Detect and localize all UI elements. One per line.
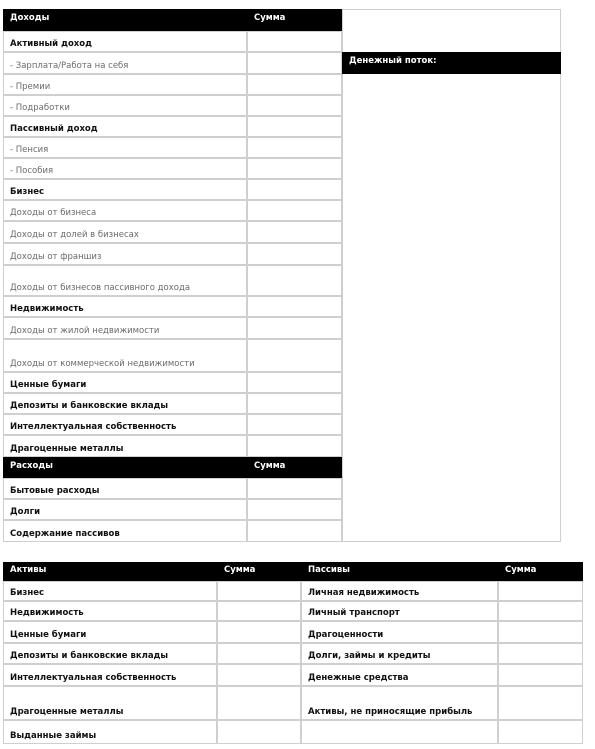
assets-row-sum-cell[interactable] bbox=[217, 621, 301, 643]
assets-header: Активы bbox=[3, 562, 217, 581]
income-row-sum-cell[interactable] bbox=[247, 200, 342, 221]
income-row-label: - Премии bbox=[3, 74, 247, 95]
income-row-sum-cell[interactable] bbox=[247, 435, 342, 457]
income-row-label: - Зарплата/Работа на себя bbox=[3, 52, 247, 74]
income-row-label: Интеллектуальная собственность bbox=[3, 414, 247, 435]
expenses-row-sum-cell[interactable] bbox=[247, 520, 342, 542]
income-row-sum-cell[interactable] bbox=[247, 74, 342, 95]
income-row-sum-cell[interactable] bbox=[247, 317, 342, 339]
liabilities-sum-header: Сумма bbox=[498, 562, 583, 581]
income-row-label: Пассивный доход bbox=[3, 116, 247, 137]
income-header: Доходы bbox=[3, 9, 247, 31]
assets-row-sum-cell[interactable] bbox=[217, 601, 301, 621]
expenses-row-label: Содержание пассивов bbox=[3, 520, 247, 542]
liabilities-empty-sum-cell[interactable] bbox=[498, 720, 583, 744]
income-row-sum-cell[interactable] bbox=[247, 52, 342, 74]
assets-row-sum-cell[interactable] bbox=[217, 664, 301, 686]
income-row-label: Доходы от жилой недвижимости bbox=[3, 317, 247, 339]
assets-row-label: Выданные займы bbox=[3, 720, 217, 744]
assets-row-label: Недвижимость bbox=[3, 601, 217, 621]
assets-row-sum-cell[interactable] bbox=[217, 643, 301, 664]
income-row-sum-cell[interactable] bbox=[247, 393, 342, 414]
expenses-row-sum-cell[interactable] bbox=[247, 499, 342, 520]
liabilities-row-label: Денежные средства bbox=[301, 664, 498, 686]
expenses-sum-header: Сумма bbox=[247, 457, 342, 478]
income-row-sum-cell[interactable] bbox=[247, 265, 342, 296]
assets-row-label: Бизнес bbox=[3, 581, 217, 601]
liabilities-row-sum-cell[interactable] bbox=[498, 581, 583, 601]
liabilities-row-sum-cell[interactable] bbox=[498, 643, 583, 664]
liabilities-row-label: Драгоценности bbox=[301, 621, 498, 643]
liabilities-row-label: Личный транспорт bbox=[301, 601, 498, 621]
income-row-sum-cell[interactable] bbox=[247, 179, 342, 200]
income-row-sum-cell[interactable] bbox=[247, 158, 342, 179]
assets-sum-header: Сумма bbox=[217, 562, 301, 581]
income-row-sum-cell[interactable] bbox=[247, 116, 342, 137]
liabilities-row-sum-cell[interactable] bbox=[498, 601, 583, 621]
income-row-sum-cell[interactable] bbox=[247, 414, 342, 435]
assets-row-label: Интеллектуальная собственность bbox=[3, 664, 217, 686]
income-row-label: Доходы от бизнеса bbox=[3, 200, 247, 221]
income-row-sum-cell[interactable] bbox=[247, 296, 342, 317]
income-row-sum-cell[interactable] bbox=[247, 95, 342, 116]
income-row-label: Активный доход bbox=[3, 31, 247, 52]
income-row-sum-cell[interactable] bbox=[247, 372, 342, 393]
income-row-label: Ценные бумаги bbox=[3, 372, 247, 393]
expenses-row-sum-cell[interactable] bbox=[247, 478, 342, 499]
liabilities-row-sum-cell[interactable] bbox=[498, 664, 583, 686]
liabilities-empty-label-cell bbox=[301, 720, 498, 744]
liabilities-row-label: Долги, займы и кредиты bbox=[301, 643, 498, 664]
liabilities-header: Пассивы bbox=[301, 562, 498, 581]
liabilities-row-sum-cell[interactable] bbox=[498, 621, 583, 643]
income-row-label: - Пособия bbox=[3, 158, 247, 179]
liabilities-row-sum-cell[interactable] bbox=[498, 686, 583, 720]
income-row-label: Доходы от франшиз bbox=[3, 243, 247, 265]
cash-flow-header: Денежный поток: bbox=[342, 52, 561, 74]
liabilities-row-label: Активы, не приносящие прибыль bbox=[301, 686, 498, 720]
assets-row-sum-cell[interactable] bbox=[217, 686, 301, 720]
income-row-label: Доходы от долей в бизнесах bbox=[3, 221, 247, 243]
assets-row-label: Депозиты и банковские вклады bbox=[3, 643, 217, 664]
expenses-row-label: Бытовые расходы bbox=[3, 478, 247, 499]
income-sum-header: Сумма bbox=[247, 9, 342, 31]
assets-row-label: Драгоценные металлы bbox=[3, 686, 217, 720]
income-row-label: Недвижимость bbox=[3, 296, 247, 317]
income-row-label: Депозиты и банковские вклады bbox=[3, 393, 247, 414]
income-row-label: Доходы от коммерческой недвижимости bbox=[3, 339, 247, 372]
cash-flow-panel bbox=[342, 9, 561, 542]
assets-row-sum-cell[interactable] bbox=[217, 720, 301, 744]
income-row-label: - Подработки bbox=[3, 95, 247, 116]
income-row-sum-cell[interactable] bbox=[247, 243, 342, 265]
income-row-label: Драгоценные металлы bbox=[3, 435, 247, 457]
assets-row-sum-cell[interactable] bbox=[217, 581, 301, 601]
expenses-header: Расходы bbox=[3, 457, 247, 478]
income-row-sum-cell[interactable] bbox=[247, 339, 342, 372]
income-row-label: Доходы от бизнесов пассивного дохода bbox=[3, 265, 247, 296]
income-row-sum-cell[interactable] bbox=[247, 137, 342, 158]
expenses-row-label: Долги bbox=[3, 499, 247, 520]
income-row-label: Бизнес bbox=[3, 179, 247, 200]
liabilities-row-label: Личная недвижимость bbox=[301, 581, 498, 601]
assets-row-label: Ценные бумаги bbox=[3, 621, 217, 643]
income-row-label: - Пенсия bbox=[3, 137, 247, 158]
income-row-sum-cell[interactable] bbox=[247, 221, 342, 243]
income-row-sum-cell[interactable] bbox=[247, 31, 342, 52]
